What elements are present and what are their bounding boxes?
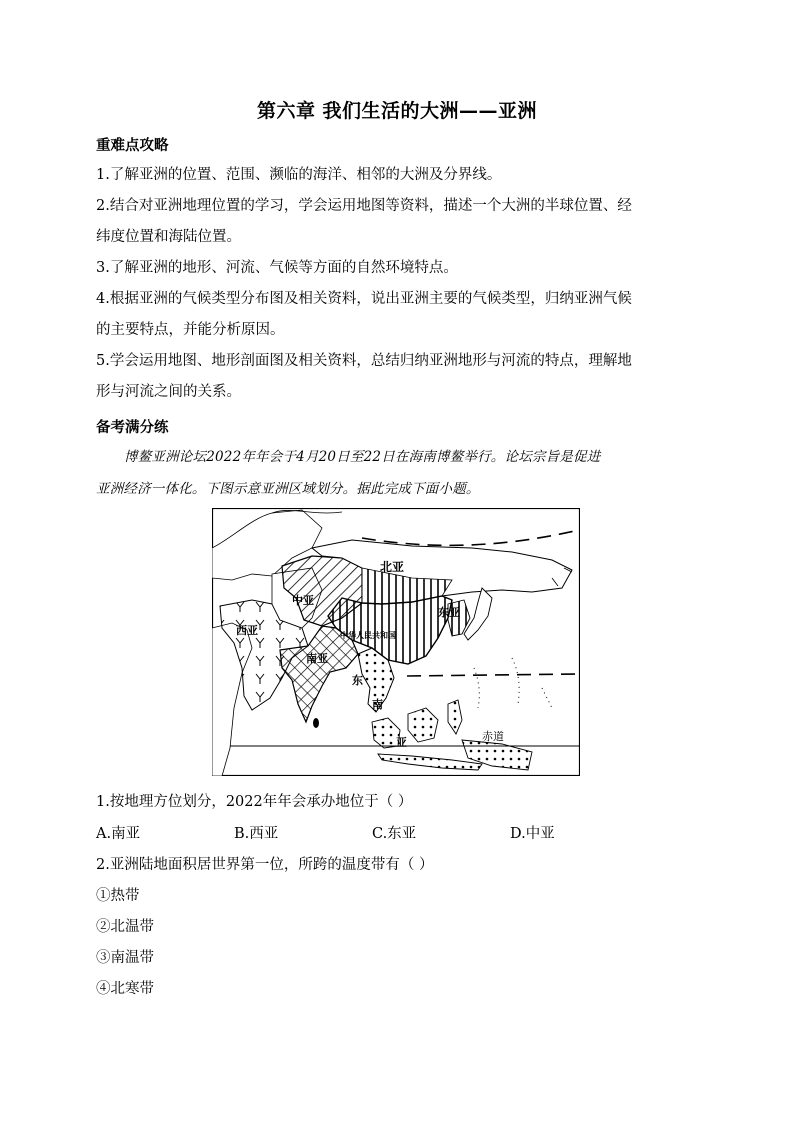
q2-item-4[interactable]: ④北寒带 [96,981,154,997]
question-2: 2.亚洲陆地面积居世界第一位，所跨的温度带有（ ） [96,857,434,873]
label-west-asia: 西亚 [236,624,258,637]
objective-4-line-1: 4.根据亚洲的气候类型分布图及相关资料，说出亚洲主要的气候类型，归纳亚洲气候 [96,291,632,307]
objective-4 [96,284,700,346]
sri-lanka-landmass [313,718,319,728]
q2-item-1[interactable]: ①热带 [96,888,140,904]
intro-paragraph [96,441,702,505]
label-se-nan: 南 [372,698,383,711]
label-south-asia: 南亚 [306,652,328,665]
intro-line-2: 亚洲经济一体化。下图示意亚洲区域划分。据此完成下面小题。 [96,481,480,497]
objective-4-line-2: 的主要特点，并能分析原因。 [96,322,285,338]
objective-1 [96,160,700,191]
q1-option-c[interactable]: C.东亚 [372,826,417,842]
objective-1-line-1: 1.了解亚洲的位置、范围、濒临的海洋、相邻的大洲及分界线。 [96,167,502,183]
intro-line-1: 博鳌亚洲论坛2022年年会于4月20日至22日在海南博鳌举行。论坛宗旨是促进 [124,449,601,465]
q1-option-d[interactable]: D.中亚 [510,826,555,842]
objective-2-line-1: 2.结合对亚洲地理位置的学习，学会运用地图等资料，描述一个大洲的半球位置、经 [96,198,632,214]
section-heading-practice: 备考满分练 [96,420,169,436]
label-central-asia: 中亚 [292,594,314,607]
label-equator: 赤道 [482,730,504,743]
asia-region-map [212,508,580,776]
q2-item-2[interactable]: ②北温带 [96,919,154,935]
objective-2-line-2: 纬度位置和海陆位置。 [96,229,241,245]
objective-2 [96,191,700,253]
label-north-asia: 北亚 [380,560,405,574]
objective-5-line-1: 5.学会运用地图、地形剖面图及相关资料，总结归纳亚洲地形与河流的特点，理解地 [96,353,632,369]
objective-3 [96,253,700,284]
label-china: 中华人民共和国 [340,631,396,640]
objective-3-line-1: 3.了解亚洲的地形、河流、气候等方面的自然环境特点。 [96,260,458,276]
q1-option-a[interactable]: A.南亚 [96,826,141,842]
page-title: 第六章 我们生活的大洲——亚洲 [256,100,538,122]
section-heading-key-points: 重难点攻略 [96,138,169,154]
label-se-dong: 东 [352,674,363,687]
objective-5-line-2: 形与河流之间的关系。 [96,384,241,400]
q1-option-b[interactable]: B.西亚 [234,826,279,842]
label-se-ya: 亚 [396,736,407,749]
label-east-asia: 东亚 [438,606,460,619]
q2-item-3[interactable]: ③南温带 [96,950,154,966]
question-1: 1.按地理方位划分，2022年年会承办地位于（ ） [96,794,413,810]
objective-5 [96,346,700,408]
